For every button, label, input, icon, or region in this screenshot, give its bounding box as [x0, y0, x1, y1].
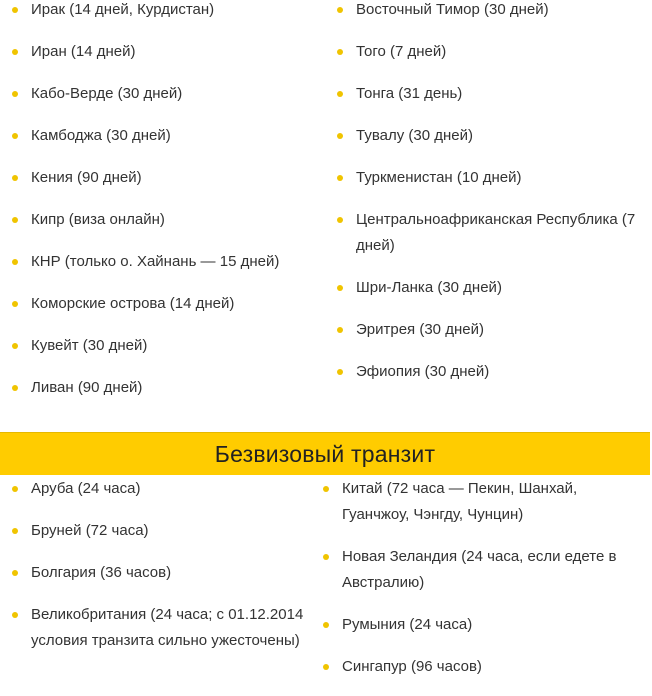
country-label: Восточный Тимор (30 дней) — [356, 1, 549, 18]
bullet-icon — [12, 7, 18, 13]
list-item — [323, 654, 643, 680]
list-item — [337, 207, 642, 259]
country-label: Румыния (24 часа) — [342, 616, 473, 633]
bullet-icon — [337, 175, 343, 181]
country-label: Аруба (24 часа) — [31, 480, 141, 497]
list-item — [337, 317, 642, 343]
transit-list-right — [323, 476, 643, 696]
country-label: Китай (72 часа — Пекин, Шанхай, Гуанчжоу, Чэнгду, Чунцин) — [342, 480, 578, 523]
country-label: КНР (только о. Хайнань — 15 дней) — [31, 253, 280, 270]
bullet-icon — [12, 259, 18, 265]
bullet-icon — [12, 175, 18, 181]
bullet-icon — [323, 554, 329, 560]
list-item — [12, 0, 312, 23]
country-label: Камбоджа (30 дней) — [31, 127, 171, 144]
bullet-icon — [12, 91, 18, 97]
country-label: Центральноафриканская Республика (7 дней) — [356, 211, 636, 254]
list-item — [12, 165, 312, 191]
country-label: Коморские острова (14 дней) — [31, 295, 235, 312]
bullet-icon — [337, 49, 343, 55]
list-item — [337, 359, 642, 385]
country-label: Болгария (36 часов) — [31, 564, 172, 581]
list-item — [12, 123, 312, 149]
country-label: Тувалу (30 дней) — [356, 127, 473, 144]
bullet-icon — [12, 301, 18, 307]
country-label: Ливан (90 дней) — [31, 379, 143, 396]
section-title: Безвизовый транзит — [214, 440, 436, 467]
country-label: Эфиопия (30 дней) — [356, 363, 490, 380]
list-item — [12, 207, 312, 233]
country-label: Сингапур (96 часов) — [342, 658, 482, 675]
list-item — [12, 81, 312, 107]
bullet-icon — [323, 664, 329, 670]
list-item — [12, 518, 312, 544]
list-item — [12, 476, 312, 502]
bullet-icon — [12, 612, 18, 618]
bullet-icon — [337, 7, 343, 13]
bullet-icon — [323, 622, 329, 628]
country-label: Великобритания (24 часа; с 01.12.2014 условия транзита сильно ужесточены) — [31, 606, 304, 649]
visa-list-left — [12, 0, 312, 417]
list-item — [12, 602, 312, 654]
bullet-icon — [12, 486, 18, 492]
list-item — [323, 544, 643, 596]
country-label: Туркменистан (10 дней) — [356, 169, 522, 186]
bullet-icon — [337, 91, 343, 97]
bullet-icon — [337, 217, 343, 223]
country-label: Кабо-Верде (30 дней) — [31, 85, 183, 102]
visa-list-right — [337, 0, 642, 401]
bullet-icon — [12, 343, 18, 349]
list-item — [323, 476, 643, 528]
bullet-icon — [12, 217, 18, 223]
transit-list-left — [12, 476, 312, 670]
list-item — [12, 291, 312, 317]
list-item — [337, 165, 642, 191]
list-item — [12, 375, 312, 401]
country-label: Бруней (72 часа) — [31, 522, 149, 539]
list-item — [337, 123, 642, 149]
country-label: Иран (14 дней) — [31, 43, 136, 60]
bullet-icon — [12, 133, 18, 139]
bullet-icon — [12, 528, 18, 534]
section-banner — [0, 432, 650, 475]
list-item — [337, 81, 642, 107]
country-label: Новая Зеландия (24 часа, если едете в Австралию) — [342, 548, 617, 591]
country-label: Того (7 дней) — [356, 43, 447, 60]
country-label: Кувейт (30 дней) — [31, 337, 148, 354]
list-item — [12, 249, 312, 275]
country-label: Шри-Ланка (30 дней) — [356, 279, 502, 296]
list-item — [337, 39, 642, 65]
bullet-icon — [323, 486, 329, 492]
country-label: Эритрея (30 дней) — [356, 321, 484, 338]
country-label: Кения (90 дней) — [31, 169, 142, 186]
list-item — [337, 0, 642, 23]
country-label: Тонга (31 день) — [356, 85, 463, 102]
list-item — [12, 560, 312, 586]
list-item — [337, 275, 642, 301]
country-label: Кипр (виза онлайн) — [31, 211, 165, 228]
bullet-icon — [337, 133, 343, 139]
bullet-icon — [12, 385, 18, 391]
country-label: Ирак (14 дней, Курдистан) — [31, 1, 215, 18]
bullet-icon — [12, 570, 18, 576]
list-item — [323, 612, 643, 638]
list-item — [12, 39, 312, 65]
list-item — [12, 333, 312, 359]
bullet-icon — [12, 49, 18, 55]
bullet-icon — [337, 369, 343, 375]
bullet-icon — [337, 327, 343, 333]
bullet-icon — [337, 285, 343, 291]
